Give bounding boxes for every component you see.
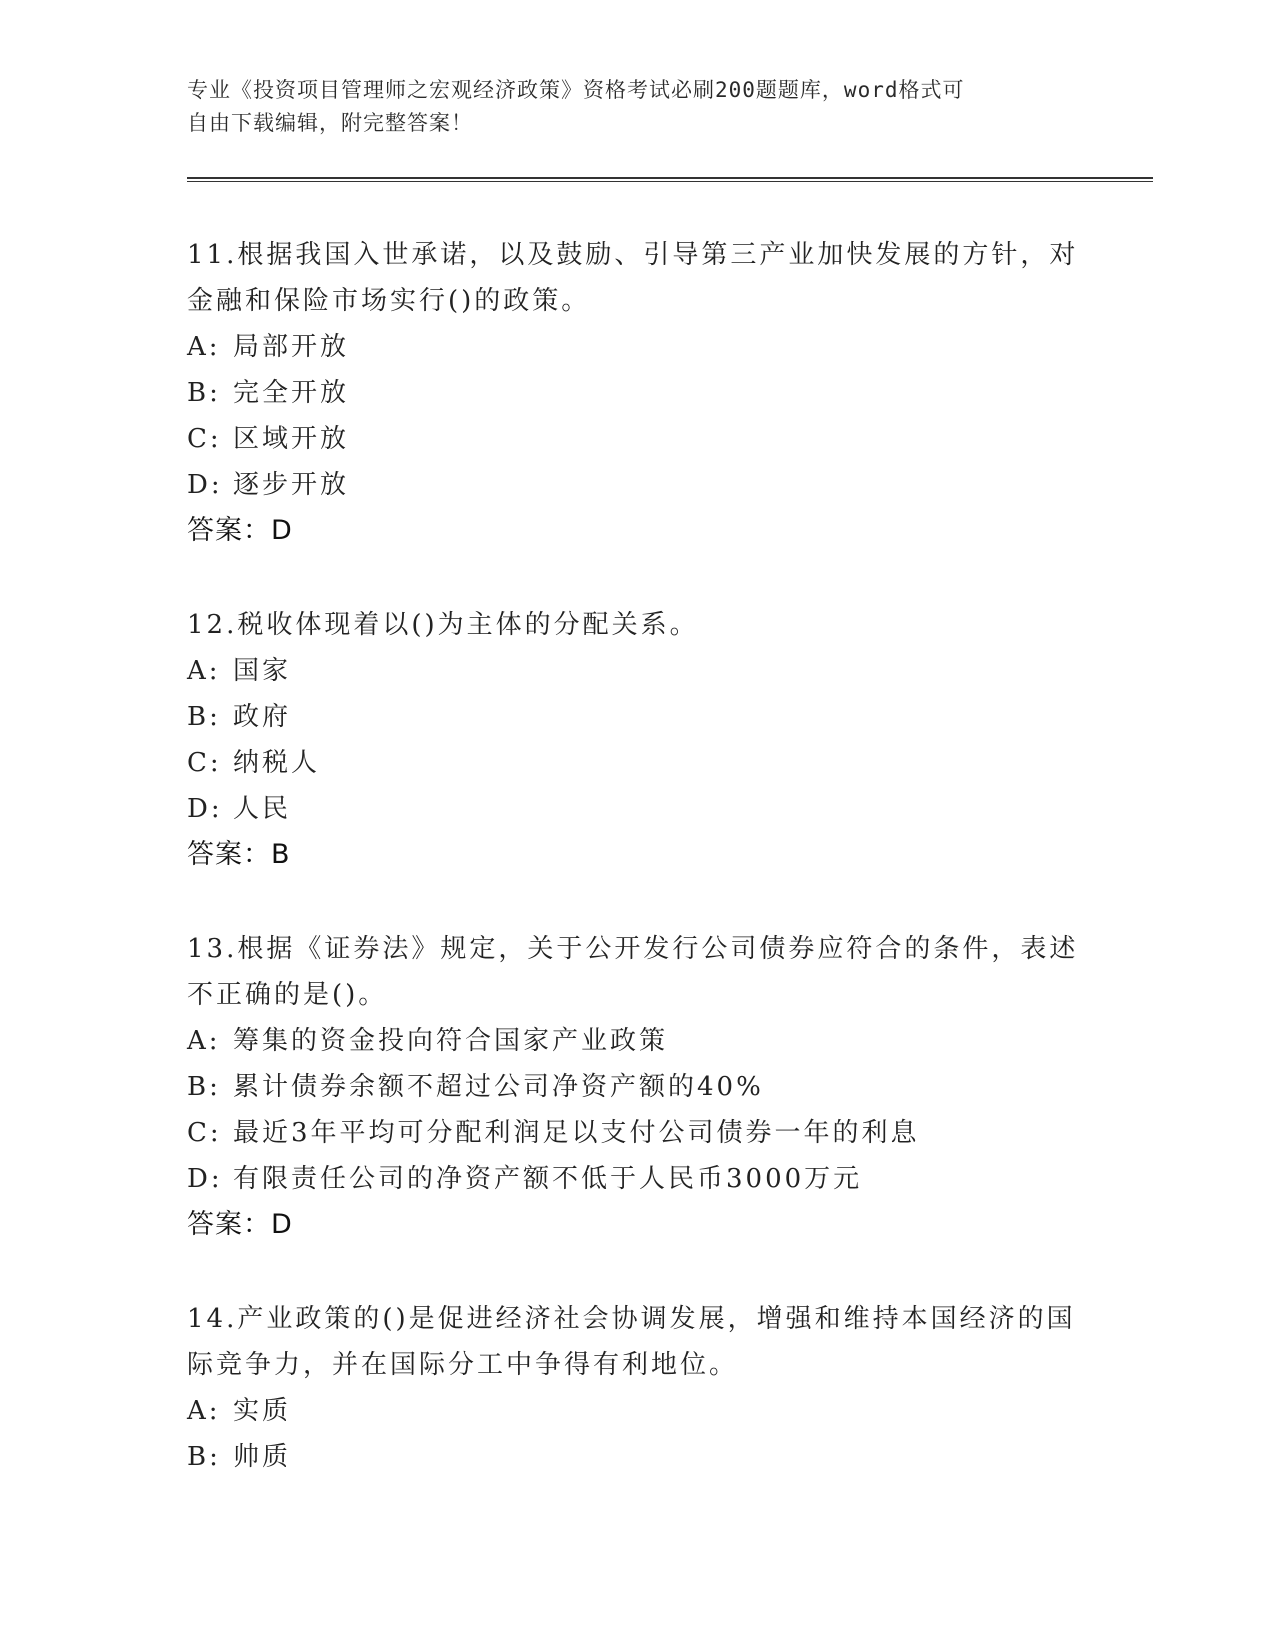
question-stem: 12.税收体现着以()为主体的分配关系。 (187, 610, 699, 640)
question-12 (187, 602, 1087, 878)
option-label: A: (187, 1396, 221, 1426)
option-text: 帅质 (233, 1442, 292, 1472)
answer-line: 答案：D (187, 515, 293, 546)
option-d (187, 1156, 1087, 1202)
option-text: 区域开放 (233, 424, 350, 454)
question-13 (187, 926, 1087, 1248)
option-d (187, 786, 1087, 832)
option-a (187, 324, 1087, 370)
option-c (187, 416, 1087, 462)
header-line-1: 专业《投资项目管理师之宏观经济政策》资格考试必刷200题题库，word格式可 (187, 78, 965, 102)
option-a (187, 1388, 1087, 1434)
header-line-2: 自由下载编辑，附完整答案！ (187, 111, 473, 135)
option-text: 筹集的资金投向符合国家产业政策 (233, 1026, 669, 1056)
header-divider-thin (187, 181, 1153, 182)
question-list (187, 232, 1087, 1528)
option-text: 累计债券余额不超过公司净资产额的40% (233, 1072, 764, 1102)
option-a (187, 1018, 1087, 1064)
option-label: A: (187, 656, 221, 686)
option-label: C: (187, 424, 222, 454)
option-text: 纳税人 (233, 748, 321, 778)
option-a (187, 648, 1087, 694)
answer-line: 答案：B (187, 839, 291, 870)
option-text: 最近3年平均可分配利润足以支付公司债券一年的利息 (233, 1118, 920, 1148)
question-stem: 13.根据《证券法》规定，关于公开发行公司债券应符合的条件，表述不正确的是()。 (187, 934, 1079, 1010)
option-text: 国家 (233, 656, 292, 686)
option-text: 完全开放 (233, 378, 350, 408)
question-stem: 14.产业政策的()是促进经济社会协调发展，增强和维持本国经济的国际竞争力，并在国际分工中争得有利地位。 (187, 1304, 1076, 1380)
option-b (187, 370, 1087, 416)
option-d (187, 462, 1087, 508)
question-stem: 11.根据我国入世承诺，以及鼓励、引导第三产业加快发展的方针，对金融和保险市场实行()的政策。 (187, 240, 1079, 316)
option-label: C: (187, 1118, 222, 1148)
question-14 (187, 1296, 1087, 1480)
option-label: A: (187, 1026, 221, 1056)
option-label: B: (187, 702, 221, 732)
option-text: 政府 (233, 702, 292, 732)
question-11 (187, 232, 1087, 554)
option-label: B: (187, 1442, 221, 1472)
option-label: A: (187, 332, 221, 362)
option-b (187, 1064, 1087, 1110)
option-label: D: (187, 794, 223, 824)
option-label: B: (187, 1072, 221, 1102)
answer-line: 答案：D (187, 1209, 293, 1240)
header-divider-thick (187, 177, 1153, 179)
option-text: 实质 (233, 1396, 292, 1426)
option-text: 有限责任公司的净资产额不低于人民币3000万元 (233, 1164, 863, 1194)
option-text: 人民 (233, 794, 292, 824)
option-text: 局部开放 (233, 332, 350, 362)
option-b (187, 694, 1087, 740)
option-b (187, 1434, 1087, 1480)
option-label: D: (187, 1164, 223, 1194)
option-text: 逐步开放 (233, 470, 350, 500)
option-label: D: (187, 470, 223, 500)
option-c (187, 740, 1087, 786)
option-c (187, 1110, 1087, 1156)
option-label: B: (187, 378, 221, 408)
document-header (187, 74, 1067, 140)
option-label: C: (187, 748, 222, 778)
